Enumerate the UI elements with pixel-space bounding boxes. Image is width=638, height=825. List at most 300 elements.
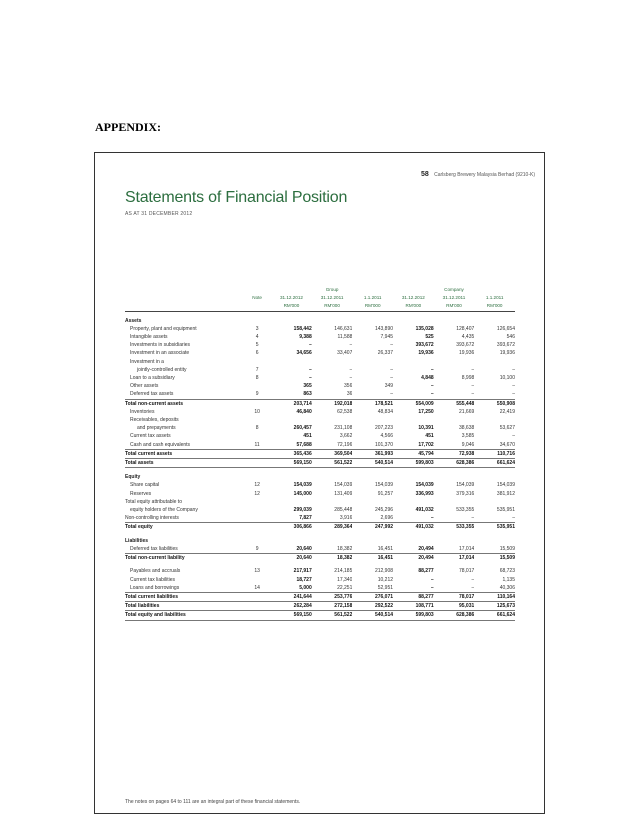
table-cell: 10,391 [418, 425, 434, 432]
table-cell: 154,039 [456, 482, 475, 489]
table-cell: 88,277 [393, 592, 434, 601]
table-cell: 125,673 [474, 602, 515, 611]
table-cell: 289,364 [312, 523, 353, 532]
table-cell [474, 498, 515, 506]
table-cell: 1,135 [502, 576, 515, 583]
row-label: Total non-current liability [125, 554, 243, 563]
table-cell: – [390, 375, 394, 382]
table-cell: 34,670 [499, 441, 515, 448]
table-cell [271, 498, 312, 506]
unit-header: RM'000 [271, 302, 312, 311]
row-label: equity holders of the Company [130, 507, 198, 514]
row-label: Total equity [125, 523, 243, 532]
table-cell [352, 498, 393, 506]
table-cell: 72,196 [337, 441, 353, 448]
table-cell: 178,521 [352, 399, 393, 408]
company-label: Company [444, 287, 464, 292]
financial-position-table [125, 286, 515, 621]
row-note: 13 [254, 568, 260, 575]
financial-statement-image [94, 152, 545, 814]
row-note: 5 [255, 342, 259, 349]
table-cell: 18,727 [296, 576, 312, 583]
table-cell: 20,640 [296, 545, 312, 552]
table-cell [271, 416, 312, 424]
table-cell: 20,494 [418, 545, 434, 552]
table-row [125, 611, 515, 620]
table-cell: 16,451 [377, 545, 394, 552]
table-cell: – [430, 391, 434, 398]
table-row [125, 514, 515, 523]
table-cell: 20,494 [393, 554, 434, 563]
table-cell: – [349, 342, 353, 349]
table-cell: 22,419 [499, 408, 515, 415]
table-cell: 22,251 [337, 584, 353, 591]
table-cell: 91,257 [377, 490, 394, 497]
row-note: 10 [254, 408, 260, 415]
table-cell: 88,277 [418, 568, 434, 575]
table-cell: 540,514 [352, 459, 393, 468]
table-cell: 154,039 [374, 482, 394, 489]
footnote: The notes on pages 64 to 111 are an integral part of these financial statements. [125, 799, 301, 805]
table-cell: 260,457 [293, 425, 312, 432]
table-cell: 4,848 [421, 375, 434, 382]
table-cell: 361,993 [352, 449, 393, 458]
table-cell: – [430, 515, 434, 522]
table-cell: – [471, 391, 475, 398]
table-cell: – [471, 584, 475, 591]
group-label: Group [325, 287, 339, 292]
table-cell: – [512, 366, 515, 373]
page-number: 58 [420, 171, 429, 178]
table-cell: 34,656 [296, 350, 312, 357]
table-cell: 247,992 [352, 523, 393, 532]
row-note: 3 [255, 325, 259, 332]
table-cell: 17,014 [458, 545, 475, 552]
table-cell: 3,662 [339, 433, 353, 440]
row-note [243, 611, 271, 620]
table-row [125, 374, 515, 382]
table-cell: 569,150 [271, 611, 312, 620]
section-heading-row [125, 537, 515, 545]
table-cell: 550,908 [474, 399, 515, 408]
unit-header: RM'000 [474, 302, 515, 311]
table-cell: – [430, 366, 434, 373]
row-label: Intangible assets [130, 334, 168, 341]
row-label: Current tax assets [130, 433, 171, 440]
group-company-header-row [125, 286, 515, 294]
table-cell [474, 358, 515, 366]
table-cell: 253,776 [312, 592, 353, 601]
table-row [125, 567, 515, 575]
table-cell: – [430, 584, 434, 591]
table-cell: 20,640 [271, 554, 312, 563]
table-row [125, 416, 515, 424]
table-row [125, 432, 515, 440]
row-note [243, 459, 271, 468]
table-cell: 7,827 [299, 515, 312, 522]
unit-header: RM'000 [352, 302, 393, 311]
note-header: Note [252, 295, 262, 301]
table-cell [393, 498, 434, 506]
table-cell: 546 [506, 334, 515, 341]
row-note [243, 523, 271, 532]
table-cell: – [308, 375, 312, 382]
table-cell: 15,509 [474, 554, 515, 563]
table-cell: 45,794 [393, 449, 434, 458]
table-cell: 21,669 [458, 408, 475, 415]
col-header: 31.12.2012 [401, 295, 425, 301]
table-row [125, 481, 515, 489]
row-label: Deferred tax liabilities [130, 545, 178, 552]
table-row [125, 408, 515, 416]
table-cell: 4,435 [461, 334, 475, 341]
table-cell [312, 358, 353, 366]
table-cell: 154,039 [293, 482, 312, 489]
row-note [243, 449, 271, 458]
row-label: Reserves [130, 490, 152, 497]
table-row [125, 441, 515, 450]
table-cell: 217,917 [293, 568, 312, 575]
table-row [125, 424, 515, 432]
table-cell: 18,382 [337, 545, 353, 552]
table-cell: 393,672 [415, 342, 434, 349]
table-cell: 276,071 [352, 592, 393, 601]
row-note: 9 [255, 391, 259, 398]
table-cell: 863 [303, 391, 312, 398]
table-row [125, 333, 515, 341]
row-label: Share capital [130, 482, 160, 489]
table-cell: – [512, 391, 515, 398]
table-cell: 78,017 [434, 592, 475, 601]
table-cell: 7,945 [380, 334, 394, 341]
table-cell: 8,998 [461, 375, 475, 382]
table-cell: 365,436 [271, 449, 312, 458]
row-label: Loans and borrowings [130, 584, 180, 591]
table-cell: – [471, 576, 475, 583]
row-label: Total current liabilities [125, 592, 243, 601]
row-label: Current tax liabilities [130, 576, 176, 583]
table-cell: 393,672 [456, 342, 475, 349]
table-cell: – [430, 576, 434, 583]
table-cell: 40,306 [499, 584, 515, 591]
row-label: Total non-current assets [125, 399, 243, 408]
table-cell: 628,386 [434, 611, 475, 620]
table-cell: 36 [346, 391, 353, 398]
col-header: 1.1.2011 [363, 295, 382, 301]
table-cell: 53,627 [499, 425, 515, 432]
table-row [125, 349, 515, 357]
table-cell: 128,407 [456, 325, 475, 332]
row-label: Cash and cash equivalents [130, 441, 191, 448]
table-cell: 78,017 [458, 568, 475, 575]
table-cell [312, 498, 353, 506]
row-label: Non-controlling interests [125, 515, 179, 522]
table-cell: 2,696 [380, 515, 394, 522]
table-cell: 26,337 [377, 350, 394, 357]
table-cell [271, 358, 312, 366]
table-row [125, 449, 515, 458]
table-row [125, 584, 515, 593]
table-cell: 292,522 [352, 602, 393, 611]
table-cell: 451 [303, 433, 312, 440]
table-cell: 16,451 [352, 554, 393, 563]
statement-subtitle: AS AT 31 DECEMBER 2012 [125, 211, 193, 217]
table-cell [434, 416, 475, 424]
table-row [125, 592, 515, 601]
table-cell: 533,355 [456, 507, 475, 514]
row-note: 14 [254, 584, 260, 591]
table-cell: 135,028 [415, 325, 434, 332]
section-heading-row [125, 473, 515, 481]
table-cell: 661,624 [474, 459, 515, 468]
table-cell: 231,108 [334, 425, 353, 432]
row-note [243, 498, 271, 506]
table-cell: – [471, 515, 475, 522]
section-heading-row [125, 317, 515, 325]
table-cell: 10,100 [499, 375, 515, 382]
table-cell: 3,916 [339, 515, 353, 522]
table-row [125, 399, 515, 408]
table-cell: 95,031 [434, 602, 475, 611]
table-cell: – [430, 383, 434, 390]
table-cell: 143,890 [374, 325, 394, 332]
row-note: 12 [254, 490, 260, 497]
table-cell: 533,355 [434, 523, 475, 532]
table-cell [393, 358, 434, 366]
statement-body [125, 317, 515, 620]
table-cell: 369,504 [312, 449, 353, 458]
table-cell: 72,938 [434, 449, 475, 458]
table-cell: 9,046 [461, 441, 475, 448]
table-cell: 146,631 [334, 325, 353, 332]
table-cell: 5,000 [299, 584, 312, 591]
row-label: Payables and accruals [130, 568, 181, 575]
table-cell: – [390, 366, 394, 373]
table-cell: 525 [425, 334, 434, 341]
table-cell: 535,951 [496, 507, 515, 514]
row-note: 8 [255, 425, 259, 432]
table-cell: 203,714 [271, 399, 312, 408]
table-cell: 101,370 [374, 441, 394, 448]
row-label: Total current assets [125, 449, 243, 458]
row-label: Investment in a [130, 358, 164, 365]
table-cell: 19,936 [458, 350, 475, 357]
table-cell: 299,039 [293, 507, 312, 514]
table-row [125, 498, 515, 506]
table-cell: 158,442 [293, 325, 312, 332]
table-cell: 154,039 [415, 482, 434, 489]
table-cell: 599,803 [393, 459, 434, 468]
table-row [125, 602, 515, 611]
row-label: and prepayments [137, 425, 176, 432]
table-cell: 356 [344, 383, 353, 390]
row-note: 12 [254, 482, 260, 489]
row-note [243, 602, 271, 611]
table-cell: 154,039 [334, 482, 353, 489]
row-label: Total equity attributable to [125, 498, 182, 505]
table-cell: 599,803 [393, 611, 434, 620]
table-cell: – [349, 366, 353, 373]
table-row [125, 576, 515, 584]
table-cell: 262,284 [271, 602, 312, 611]
table-cell: 561,522 [312, 611, 353, 620]
table-cell: – [512, 515, 515, 522]
table-cell: 15,509 [499, 545, 515, 552]
table-cell [352, 358, 393, 366]
table-cell: 285,448 [334, 507, 353, 514]
row-note [243, 514, 271, 523]
table-row [125, 523, 515, 532]
col-header: 1.1.2011 [485, 295, 504, 301]
table-row [125, 341, 515, 349]
table-cell [312, 416, 353, 424]
row-label: Property, plant and equipment [130, 325, 197, 332]
row-label: Other assets [130, 383, 159, 390]
table-cell: 131,409 [334, 490, 353, 497]
table-cell: 18,382 [312, 554, 353, 563]
table-cell: 108,771 [393, 602, 434, 611]
table-cell: 379,316 [456, 490, 475, 497]
row-note: 9 [255, 545, 259, 552]
row-note [243, 592, 271, 601]
row-label: Inventories [130, 408, 155, 415]
row-note: 11 [254, 441, 260, 448]
table-row [125, 390, 515, 399]
table-cell: 68,723 [499, 568, 515, 575]
col-header: 31.12.2012 [279, 295, 303, 301]
table-cell: – [390, 391, 394, 398]
table-cell: 38,638 [458, 425, 475, 432]
table-cell: 349 [384, 383, 394, 390]
table-cell: 4,566 [380, 433, 394, 440]
statement-title: Statements of Financial Position [125, 189, 348, 206]
table-cell: 17,340 [337, 576, 353, 583]
row-note [243, 506, 271, 514]
table-cell: 491,032 [393, 523, 434, 532]
table-row [125, 545, 515, 554]
table-cell: 535,951 [474, 523, 515, 532]
unit-header-row [125, 302, 515, 311]
table-cell: 381,912 [496, 490, 515, 497]
table-cell: – [512, 383, 515, 390]
unit-header: RM'000 [393, 302, 434, 311]
table-cell: – [512, 433, 515, 440]
table-cell: 245,296 [374, 507, 394, 514]
table-cell: 17,250 [418, 408, 434, 415]
section-heading: Assets [125, 317, 142, 324]
table-cell: 19,936 [499, 350, 515, 357]
table-row [125, 325, 515, 333]
table-row [125, 490, 515, 498]
table-cell: 554,009 [393, 399, 434, 408]
table-cell: 10,212 [377, 576, 394, 583]
table-row [125, 366, 515, 374]
table-cell: – [390, 342, 394, 349]
col-header: 31.12.2011 [320, 295, 344, 301]
table-cell: 336,993 [415, 490, 434, 497]
row-note [243, 554, 271, 563]
table-cell: 110,164 [474, 592, 515, 601]
table-cell: 62,538 [337, 408, 353, 415]
table-cell: 451 [425, 433, 434, 440]
section-heading: Liabilities [125, 537, 149, 544]
table-cell: 126,654 [496, 325, 515, 332]
row-note: 7 [255, 366, 259, 373]
table-cell: 17,702 [418, 441, 434, 448]
table-cell: 272,158 [312, 602, 353, 611]
table-cell: – [308, 342, 312, 349]
table-cell: 365 [303, 383, 312, 390]
company-header: Carlsberg Brewery Malaysia Berhad (9210-K) [434, 172, 535, 178]
table-cell [434, 498, 475, 506]
table-cell: 46,840 [296, 408, 312, 415]
table-cell: 661,624 [474, 611, 515, 620]
row-label: Loan to a subsidiary [130, 375, 175, 382]
table-cell [352, 416, 393, 424]
row-note [243, 416, 271, 424]
row-note [243, 382, 271, 390]
row-note: 6 [255, 350, 259, 357]
table-cell: 48,834 [377, 408, 394, 415]
table-cell: 19,936 [418, 350, 434, 357]
table-cell: 212,908 [374, 568, 394, 575]
table-cell: 207,223 [374, 425, 394, 432]
row-label: Deferred tax assets [130, 391, 174, 398]
row-note [243, 399, 271, 408]
table-cell: 393,672 [496, 342, 515, 349]
table-cell: – [308, 366, 312, 373]
table-cell: 33,407 [337, 350, 353, 357]
unit-header: RM'000 [434, 302, 475, 311]
table-cell: 628,386 [434, 459, 475, 468]
table-cell: 52,951 [377, 584, 394, 591]
row-note [243, 358, 271, 366]
table-cell: 110,716 [474, 449, 515, 458]
row-label: Investment in an associate [130, 350, 190, 357]
table-cell: 154,039 [496, 482, 515, 489]
col-header: 31.12.2011 [442, 295, 466, 301]
row-label: Receivables, deposits [130, 417, 179, 424]
table-cell: 57,688 [296, 441, 312, 448]
table-cell [393, 416, 434, 424]
page-header [421, 171, 535, 178]
row-label: Investments in subsidiaries [130, 342, 191, 349]
table-row [125, 554, 515, 563]
table-cell: 241,644 [271, 592, 312, 601]
row-note [243, 576, 271, 584]
table-cell: 540,514 [352, 611, 393, 620]
table-cell: 11,588 [337, 334, 353, 341]
table-cell: 17,014 [434, 554, 475, 563]
table-cell: – [471, 383, 475, 390]
row-label: Total assets [125, 459, 243, 468]
table-cell [434, 358, 475, 366]
table-row [125, 358, 515, 366]
table-cell: 214,185 [334, 568, 353, 575]
unit-header: RM'000 [312, 302, 353, 311]
table-cell: 3,585 [461, 433, 475, 440]
table-cell: 569,150 [271, 459, 312, 468]
table-row [125, 382, 515, 390]
row-label: jointly-controlled entity [137, 366, 187, 373]
table-cell: – [471, 366, 475, 373]
row-label: Total equity and liabilities [125, 611, 243, 620]
table-cell: 555,448 [434, 399, 475, 408]
table-cell: 145,000 [293, 490, 312, 497]
table-cell: – [349, 375, 353, 382]
row-note: 4 [255, 334, 259, 341]
table-cell [474, 416, 515, 424]
